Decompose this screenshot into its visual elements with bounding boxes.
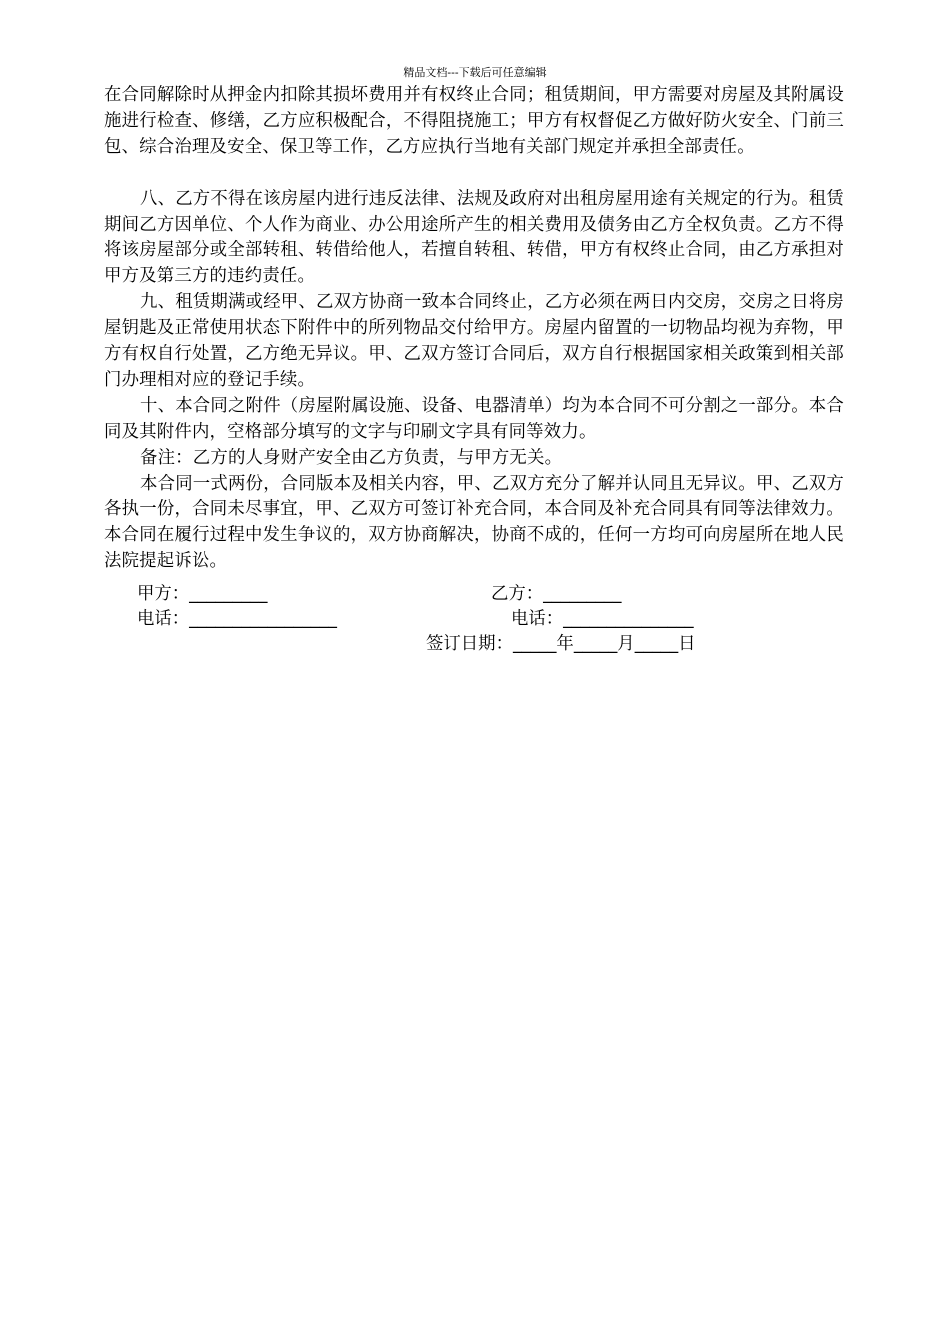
clause-10: 十、本合同之附件（房屋附属设施、设备、电器清单）均为本合同不可分割之一部分。本合同及其附件内，空格部分填写的文字与印刷文字具有同等效力。 [104,395,844,442]
page-header: 精品文档---下载后可任意编辑 [403,66,547,79]
signing-date: 签订日期：_____年_____月_____日 [426,634,696,654]
party-a-phone: 电话：_________________ [137,609,337,629]
paragraph-continuation: 在合同解除时从押金内扣除其损坏费用并有权终止合同；租赁期间，甲方需要对房屋及其附属设施进行检查、修缮，乙方应积极配合，不得阻挠施工；甲方有权督促乙方做好防火安全、门前三包、综合治理及安全、保卫等工作，乙方应执行当地有关部门规定并承担全部责任。 [104,85,844,157]
clause-8: 八、乙方不得在该房屋内进行违反法律、法规及政府对出租房屋用途有关规定的行为。租赁期间乙方因单位、个人作为商业、办公用途所产生的相关费用及债务由乙方全权负责。乙方不得将该房屋部分或全部转租、转借给他人，若擅自转租、转借，甲方有权终止合同，由乙方承担对甲方及第三方的违约责任。 [104,188,844,287]
clause-9: 九、租赁期满或经甲、乙双方协商一致本合同终止，乙方必须在两日内交房，交房之日将房屋钥匙及正常使用状态下附件中的所列物品交付给甲方。房屋内留置的一切物品均视为弃物，甲方有权自行处置，乙方绝无异议。甲、乙双方签订合同后，双方自行根据国家相关政策到相关部门办理相对应的登记手续。 [104,292,844,390]
remark: 备注：乙方的人身财产安全由乙方负责，与甲方无关。 [140,447,563,468]
contract-body [104,83,844,575]
party-b-phone: 电话：_______________ [511,609,694,629]
party-b-signature: 乙方：_________ [491,584,622,604]
closing-clause: 本合同一式两份，合同版本及相关内容，甲、乙双方充分了解并认同且无异议。甲、乙双方各执一份，合同未尽事宜，甲、乙双方可签订补充合同，本合同及补充合同具有同等法律效力。本合同在履行过程中发生争议的，双方协商解决，协商不成的，任何一方均可向房屋所在地人民法院提起诉讼。 [104,473,844,572]
party-a-signature: 甲方：_________ [137,584,268,604]
